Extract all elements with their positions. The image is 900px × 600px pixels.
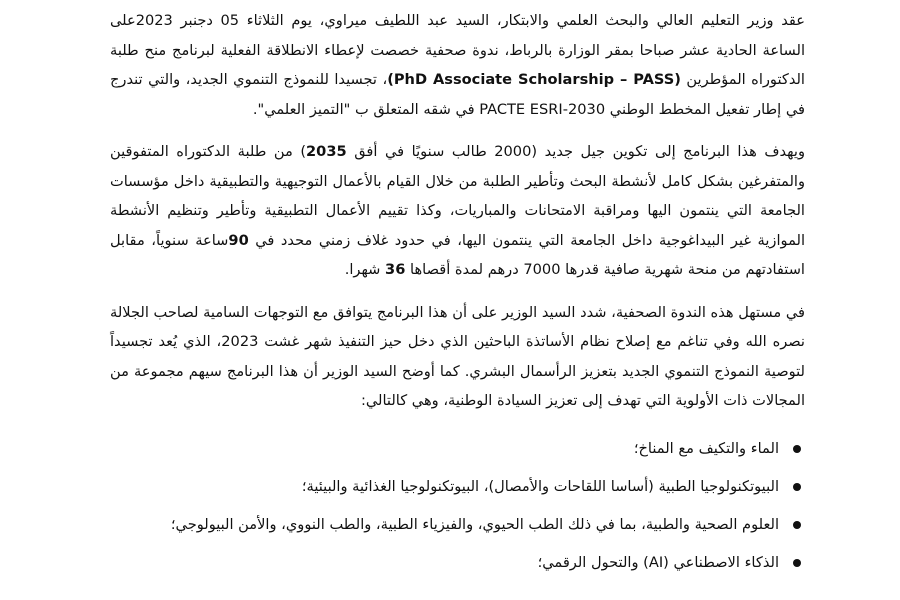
article-body	[110, 6, 805, 586]
paragraph-minister-statement: في مستهل هذه الندوة الصحفية، شدد السيد الوزير على أن هذا البرنامج يتوافق مع التوجهات السامية لصاحب الجلالة نصره الله وفي تناغم مع إصلاح نظام الأساتذة الباحثين الذي دخل حيز التنفيذ شهر غشت 2023، الذي يُعد تجسيداً لتوصية النموذج التنموي الجديد بتعزيز الرأسمال البشري. كما أوضح السيد الوزير أن هذا البرنامج سيهم مجموعة من المجالات ذات الأولوية التي تهدف إلى تعزيز السيادة الوطنية، وهي كالتالي:	[110, 303, 805, 409]
list-item-text: الماء والتكيف مع المناخ؛	[633, 439, 779, 457]
list-item-text: العلوم الصحية والطبية، بما في ذلك الطب الحيوي، والفيزياء الطبية، والطب النووي، والأمن البيولوجي؛	[170, 515, 779, 533]
paragraph-goals	[110, 137, 805, 285]
bullet-icon	[793, 559, 801, 567]
target-year: 2035	[306, 143, 347, 160]
bullet-icon	[793, 521, 801, 529]
paragraph-intro	[110, 6, 805, 124]
list-item-text: الذكاء الاصطناعي (AI) والتحول الرقمي؛	[537, 553, 779, 571]
max-months: 36	[385, 261, 406, 278]
list-item	[110, 472, 805, 501]
paragraph-goals-text-4: شهرا.	[344, 261, 386, 278]
program-name: (PhD Associate Scholarship – PASS)	[387, 71, 681, 88]
bullet-icon	[793, 483, 801, 491]
list-item	[110, 548, 805, 577]
hours-per-year: 90	[228, 231, 249, 249]
list-item	[110, 510, 805, 539]
paragraph-goals-text-2: ) من طلبة الدكتوراه المتفوقين والمتفرغين بشكل كامل لأنشطة البحث وتأطير الطلبة من خلال القيام بالأعمال التوجيهية والتطبيقية داخل مؤسسات الجامعة التي ينتمون اليها ومراقبة الامتحانات والمباريات، وكذا تقييم الأعمال التطبيقية وتأطير وتنظيم الأنشطة الموازية غير البيداغوجية داخل الجامعة التي ينتمون اليها، في حدود غلاف زمني محدد في	[110, 143, 806, 249]
bullet-icon	[793, 445, 801, 453]
priority-areas-list	[110, 434, 805, 577]
list-item	[110, 434, 805, 463]
paragraph-goals-text-3: ساعة سنوياً، مقابل استفادتهم من منحة شهرية صافية قدرها 7000 درهم لمدة أقصاها	[110, 231, 805, 278]
paragraph-intro-text-1: عقد وزير التعليم العالي والبحث العلمي والابتكار، السيد عبد اللطيف ميراوي، يوم الثلاثاء 05 دجنبر 2023على الساعة الحادية عشر صباحا بمقر الوزارة بالرباط، ندوة صحفية خصصت لإعطاء الانطلاقة الفعلية لبرنامج منح طلبة الدكتوراه المؤطرين	[110, 12, 805, 88]
paragraph-goals-text-1: ويهدف هذا البرنامج إلى تكوين جيل جديد (2000 طالب سنويًا في أفق	[346, 143, 805, 160]
paragraph-intro-text-2: ، تجسيدا للنموذج التنموي الجديد، والتي تندرج في إطار تفعيل المخطط الوطني PACTE ESRI-2030 في شقه المتعلق ب "التميز العلمي".	[110, 71, 805, 118]
list-item-text: البيوتكنولوجيا الطبية (أساسا اللقاحات والأمصال)، البيوتكنولوجيا الغذائية والبيئية؛	[301, 477, 779, 495]
